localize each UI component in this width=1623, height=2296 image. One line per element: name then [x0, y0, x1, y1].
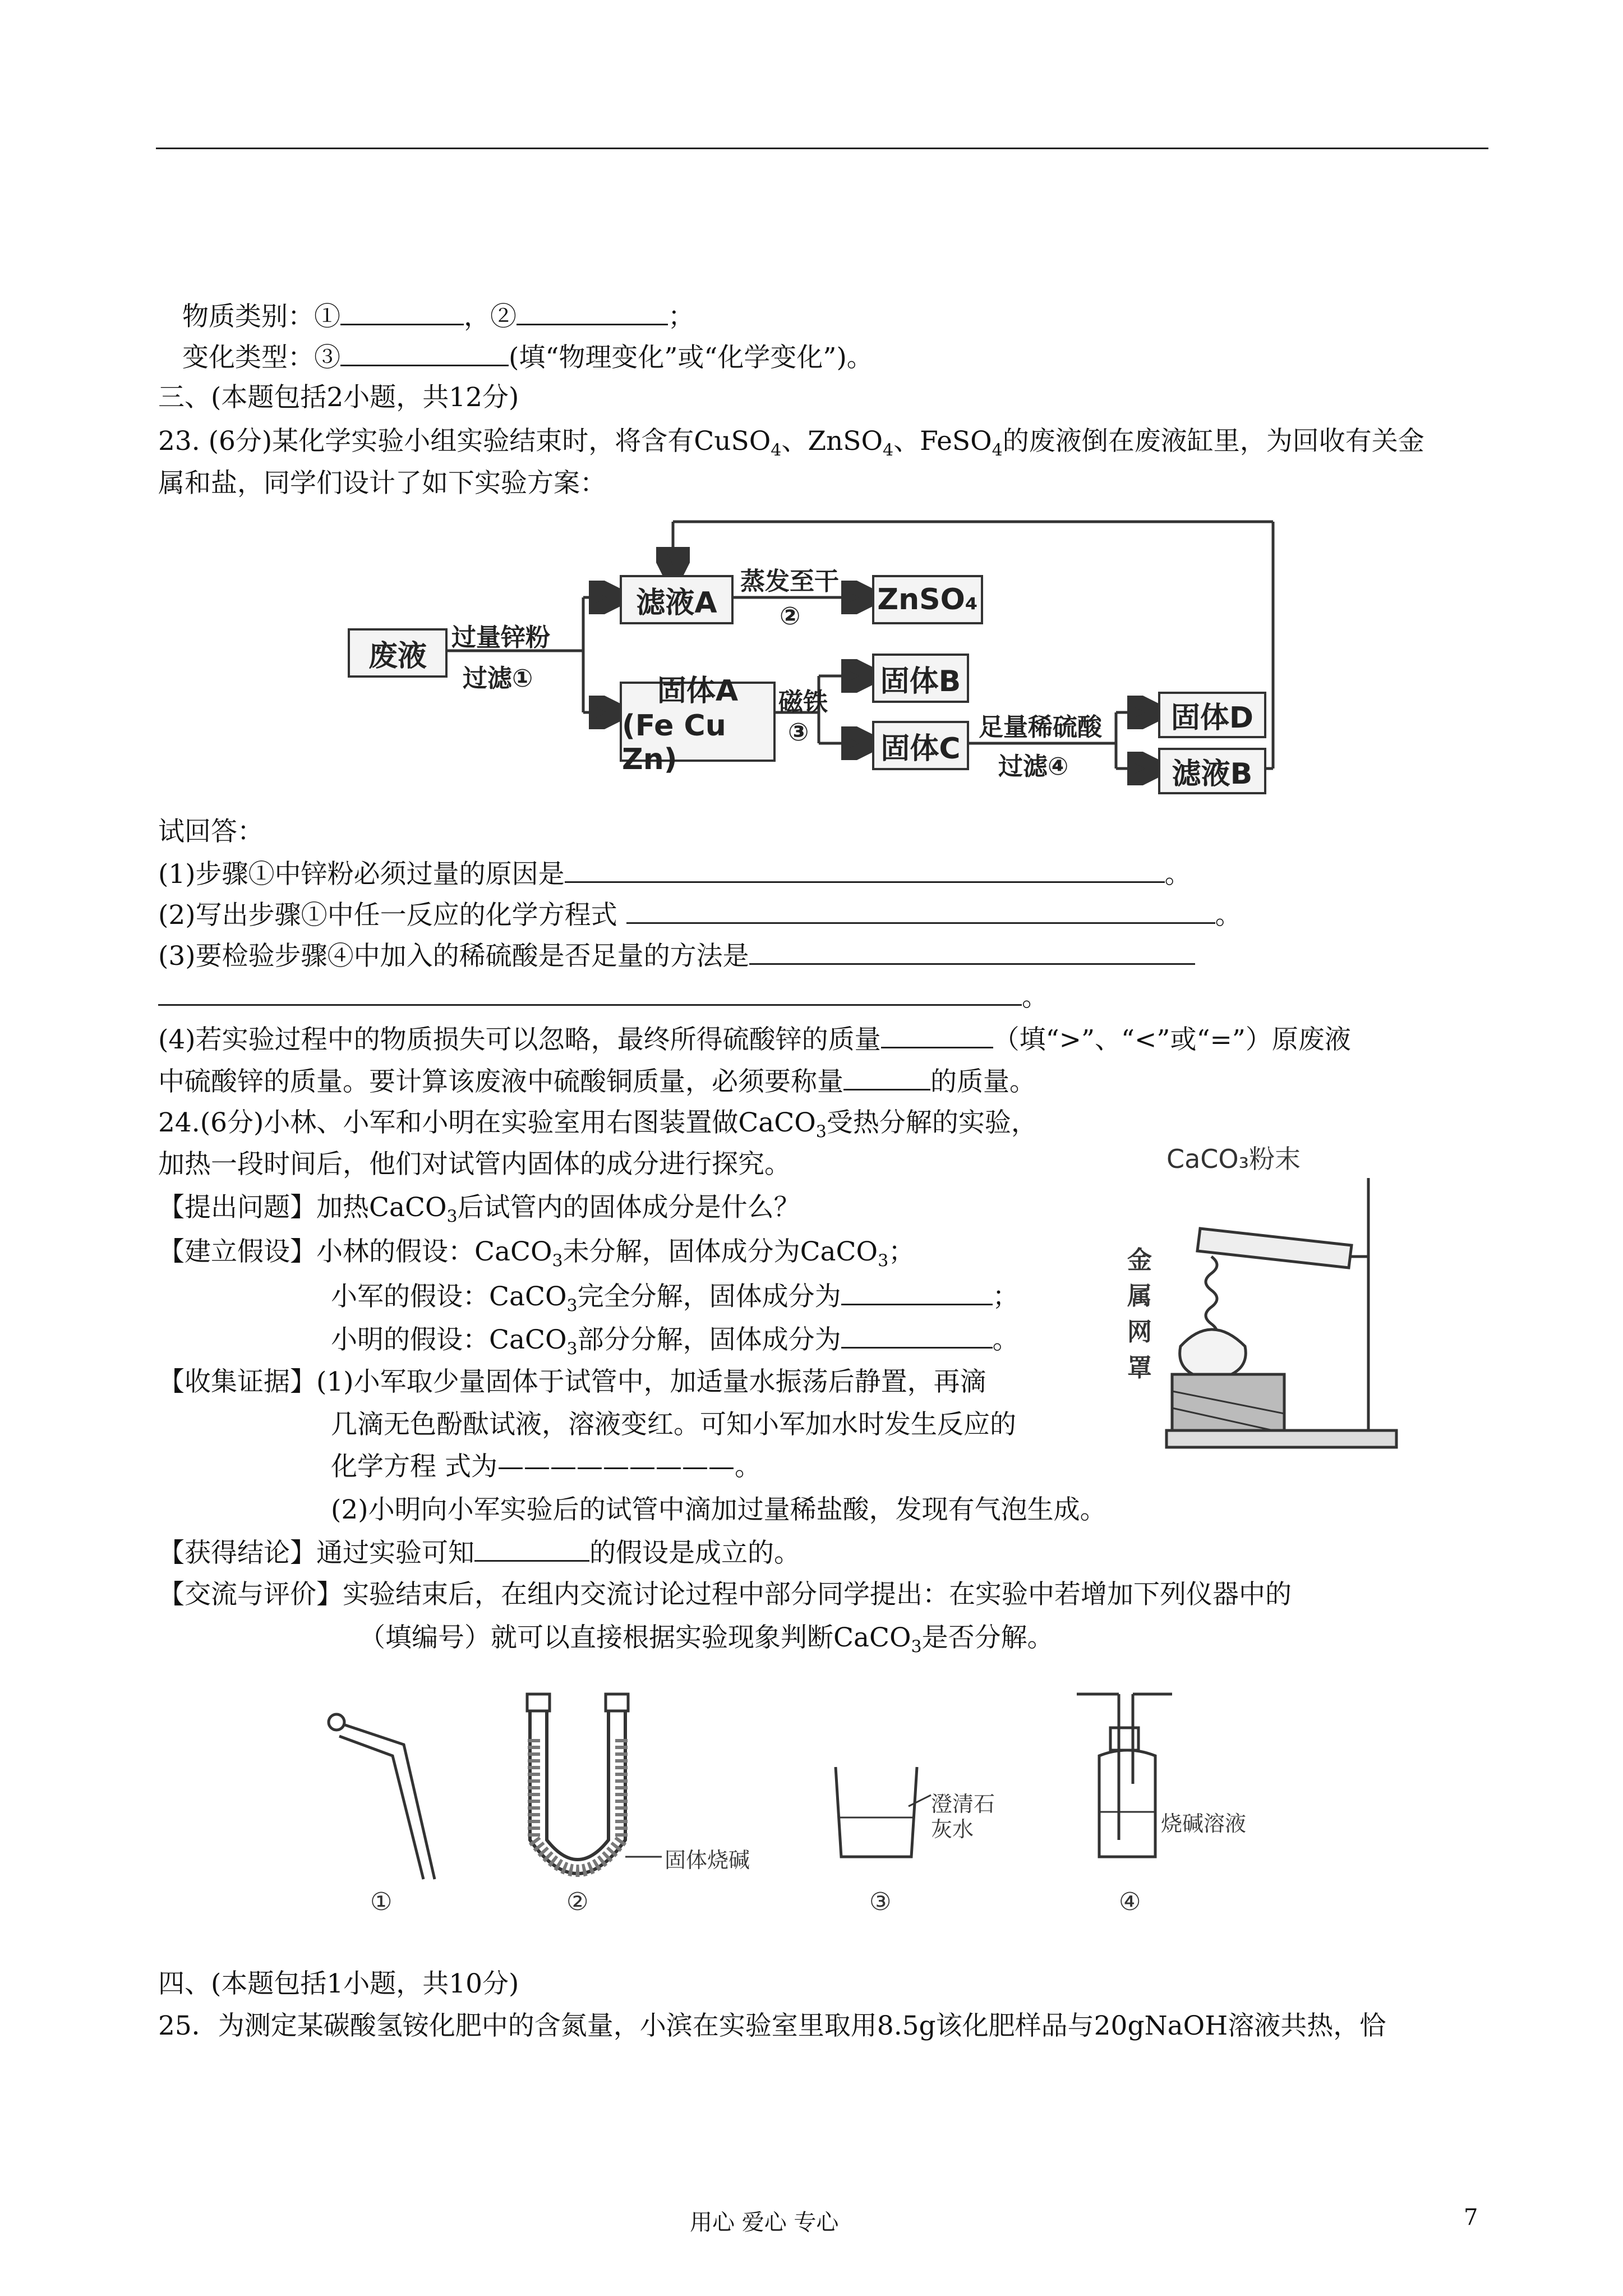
step4-bottom-label: 过滤④	[998, 752, 1069, 781]
mesh-char: 网	[1127, 1318, 1152, 1346]
apparatus-number-2: ②	[566, 1888, 589, 1916]
q24-discussion-2: （填编号）就可以直接根据实验现象判断CaCO$_3$是否分解。	[359, 1622, 1054, 1657]
solid-d-box: 固体D	[1158, 692, 1266, 738]
solid-a-label: 固体A	[657, 674, 739, 708]
mesh-char: 金	[1127, 1246, 1152, 1274]
mesh-char: 罩	[1127, 1354, 1152, 1382]
change-type-line: 变化类型：③ (填“物理变化”或“化学变化”)。	[182, 340, 873, 375]
step3-top-label: 磁铁	[778, 688, 828, 716]
q23-part4-b: 中硫酸锌的质量。要计算该废液中硫酸铜质量，必须要称量 的质量。	[158, 1064, 1036, 1099]
solid-naoh-label: 固体烧碱	[665, 1848, 750, 1872]
q24-question: 【提出问题】加热CaCO$_3$后试管内的固体成分是什么？	[158, 1192, 800, 1227]
footer-motto: 用心 爱心 专心	[690, 2210, 839, 2235]
filtrate-a-box: 滤液A	[620, 575, 734, 624]
q24-discussion-1: 【交流与评价】实验结束后，在组内交流讨论过程中部分同学提出：在实验中若增加下列仪器中的	[158, 1579, 1292, 1610]
heating-apparatus-drawing	[1127, 1128, 1441, 1458]
q23-ask: 试回答：	[158, 816, 264, 847]
znso4-box: ZnSO₄	[872, 575, 983, 624]
solid-c-box: 固体C	[872, 721, 969, 770]
recovery-flow-diagram	[348, 513, 1279, 794]
q25-text: 25．为测定某碳酸氢铵化肥中的含氮量，小滨在实验室里取用8.5g该化肥样品与20gNaOH溶液共热，恰	[158, 2010, 1386, 2041]
solid-b-box: 固体B	[872, 654, 969, 703]
apparatus-number-1: ①	[370, 1888, 393, 1916]
apparatus-number-3: ③	[869, 1888, 892, 1916]
q24-intro-1: 24.(6分)小林、小军和小明在实验室用右图装置做CaCO$_3$受热分解的实验，	[158, 1107, 1038, 1142]
metal-mesh-label	[1127, 1240, 1155, 1383]
filtrate-b-box: 滤液B	[1158, 748, 1266, 794]
section-3-heading: 三、(本题包括2小题，共12分)	[158, 382, 519, 413]
caco3-powder-label: CaCO₃粉末	[1166, 1144, 1301, 1174]
limewater-label-2: 灰水	[931, 1817, 974, 1842]
apparatus-number-4: ④	[1119, 1888, 1141, 1916]
q24-intro-2: 加热一段时间后，他们对试管内固体的成分进行探究。	[158, 1149, 791, 1180]
apparatus-options-figure	[314, 1672, 1340, 1930]
flow-arrows	[348, 513, 1279, 794]
q23-part3: (3)要检验步骤④中加入的稀硫酸是否足量的方法是	[158, 938, 1195, 973]
heating-apparatus-figure	[1127, 1128, 1441, 1458]
q24-evidence-3: 化学方程 式为—————————。	[331, 1451, 761, 1482]
naoh-solution-label: 烧碱溶液	[1161, 1811, 1247, 1836]
q24-hypothesis-2: 小军的假设：CaCO$_3$完全分解，固体成分为 ；	[331, 1279, 1019, 1323]
q23-intro-1: 23. (6分)某化学实验小组实验结束时，将含有CuSO$_4$、ZnSO$_4$、FeSO$_4$的废液倒在废液缸里，为回收有关金	[158, 426, 1424, 461]
solid-a-composition: (Fe Cu Zn)	[622, 709, 726, 776]
step3-bottom-label: ③	[788, 718, 809, 747]
q23-part1: (1)步骤①中锌粉必须过量的原因是 。	[158, 857, 1191, 891]
section-4-heading: 四、(本题包括1小题，共10分)	[158, 1968, 519, 1999]
mesh-char: 属	[1127, 1282, 1152, 1310]
q23-part4-a: (4)若实验过程中的物质损失可以忽略，最终所得硫酸锌的质量 （填“>”、“<”或“=”）原废液	[158, 1022, 1351, 1057]
waste-liquid-box: 废液	[348, 628, 448, 678]
q24-evidence-4: (2)小明向小军实验后的试管中滴加过量稀盐酸，发现有气泡生成。	[331, 1494, 1106, 1525]
q23-part3-cont: 。	[158, 979, 1048, 1014]
q24-hypothesis-1: 【建立假设】小林的假设：CaCO$_3$未分解，固体成分为CaCO$_3$；	[158, 1236, 915, 1271]
step2-top-label: 蒸发至干	[740, 567, 839, 596]
apparatus-drawings	[314, 1672, 1340, 1930]
step1-bottom-label: 过滤①	[463, 664, 533, 693]
substance-category-line: 物质类别：① ，② ；	[182, 299, 694, 334]
q24-evidence-2: 几滴无色酚酞试液，溶液变红。可知小军加水时发生反应的	[331, 1409, 1016, 1440]
header-rule	[156, 148, 1488, 149]
step2-bottom-label: ②	[780, 602, 801, 631]
solid-a-box	[620, 674, 776, 776]
q24-hypothesis-3: 小明的假设：CaCO$_3$部分分解，固体成分为 。	[331, 1322, 1019, 1366]
q24-conclusion: 【获得结论】通过实验可知 的假设是成立的。	[158, 1535, 800, 1570]
q23-part2: (2)写出步骤①中任一反应的化学方程式 。	[158, 898, 1242, 932]
page-number: 7	[1464, 2205, 1478, 2230]
step1-top-label: 过量锌粉	[451, 623, 550, 652]
q23-intro-2: 属和盐，同学们设计了如下实验方案：	[158, 468, 606, 499]
q24-evidence-1: 【收集证据】(1)小军取少量固体于试管中，加适量水振荡后静置，再滴	[158, 1366, 986, 1397]
step4-top-label: 足量稀硫酸	[979, 713, 1102, 742]
limewater-label-1: 澄清石	[931, 1792, 995, 1816]
